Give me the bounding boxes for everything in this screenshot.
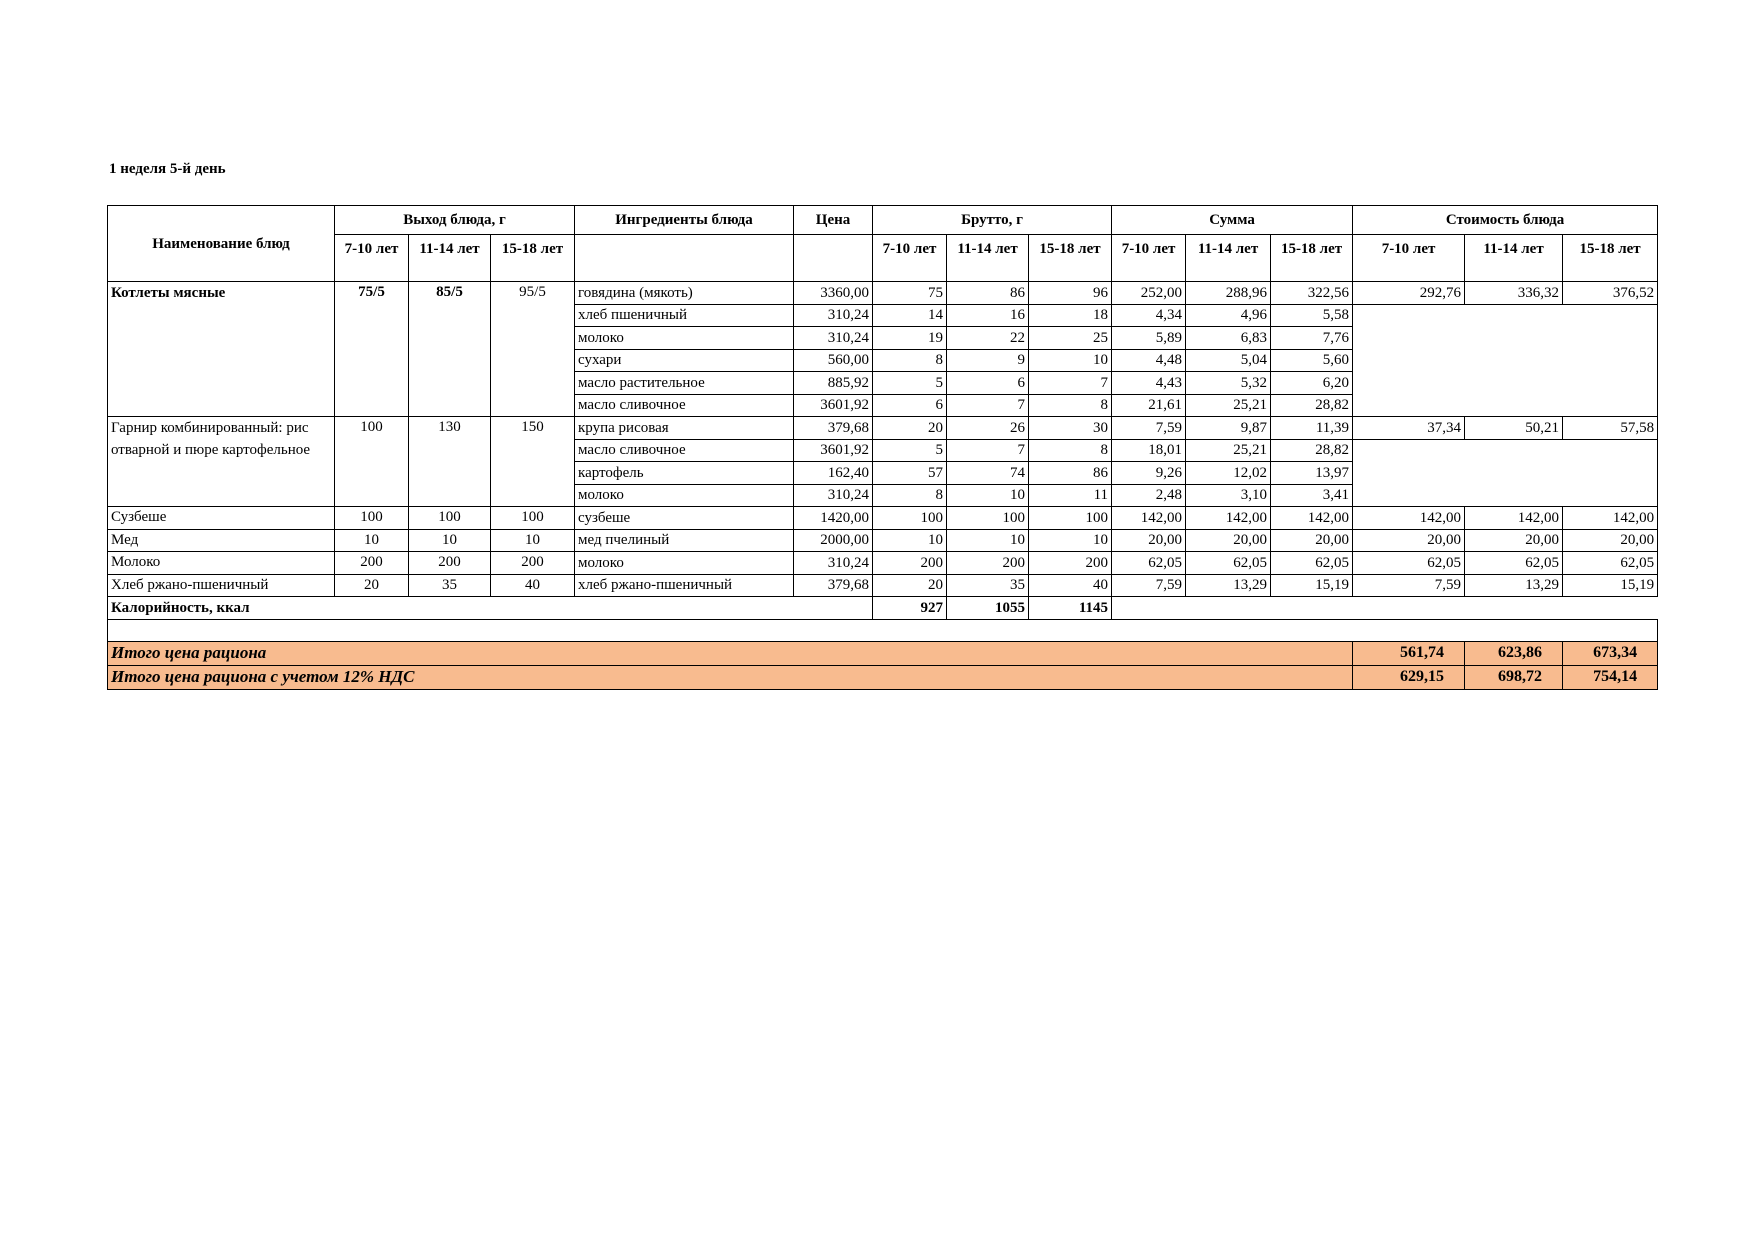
ingredient-brutto: 19: [873, 327, 947, 350]
dish-cost: 142,00: [1353, 507, 1465, 530]
header-dish-name: Наименование блюд: [108, 206, 335, 282]
dish-name: Хлеб ржано-пшеничный: [108, 574, 335, 597]
header-brutto-15-18: 15-18 лет: [1029, 235, 1112, 282]
ingredient-name: мед пчелиный: [575, 529, 794, 552]
ingredient-sum: 28,82: [1271, 394, 1353, 417]
menu-body: [108, 282, 1658, 690]
dish-cost: 13,29: [1465, 574, 1563, 597]
ingredient-name: сухари: [575, 349, 794, 372]
dish-output: 130: [409, 417, 491, 507]
ingredient-brutto: 6: [947, 372, 1029, 395]
dish-output: 100: [409, 507, 491, 530]
ingredient-brutto: 8: [1029, 439, 1112, 462]
ingredient-price: 310,24: [794, 327, 873, 350]
dish-name: Мед: [108, 529, 335, 552]
ingredient-price: 379,68: [794, 417, 873, 440]
ingredient-brutto: 14: [873, 304, 947, 327]
ingredient-name: хлеб пшеничный: [575, 304, 794, 327]
dish-name: Котлеты мясные: [108, 282, 335, 417]
dish-cost: 142,00: [1465, 507, 1563, 530]
dish-name: Молоко: [108, 552, 335, 575]
ingredient-brutto: 75: [873, 282, 947, 305]
ingredient-sum: 288,96: [1186, 282, 1271, 305]
ingredient-brutto: 16: [947, 304, 1029, 327]
page-title: 1 неделя 5-й день: [109, 161, 226, 177]
header-row-2: [108, 235, 1658, 282]
dish-cost-blank: [1353, 304, 1658, 417]
ingredient-brutto: 11: [1029, 484, 1112, 507]
ingredient-price: 310,24: [794, 552, 873, 575]
ingredient-brutto: 5: [873, 372, 947, 395]
ingredient-sum: 9,87: [1186, 417, 1271, 440]
ingredient-sum: 62,05: [1186, 552, 1271, 575]
ingredient-brutto: 18: [1029, 304, 1112, 327]
dish-cost: 37,34: [1353, 417, 1465, 440]
header-brutto: Брутто, г: [873, 206, 1112, 235]
dish-cost: 20,00: [1353, 529, 1465, 552]
ingredient-name: масло растительное: [575, 372, 794, 395]
ingredient-sum: 21,61: [1112, 394, 1186, 417]
dish-output: 10: [491, 529, 575, 552]
ingredient-sum: 6,20: [1271, 372, 1353, 395]
ingredient-name: картофель: [575, 462, 794, 485]
ingredient-brutto: 8: [873, 349, 947, 372]
ingredient-sum: 5,32: [1186, 372, 1271, 395]
dish-cost: 57,58: [1563, 417, 1658, 440]
table-row: [108, 529, 1658, 552]
ingredient-sum: 142,00: [1112, 507, 1186, 530]
ingredient-brutto: 100: [1029, 507, 1112, 530]
ingredient-sum: 7,59: [1112, 574, 1186, 597]
dish-output: 200: [409, 552, 491, 575]
ingredient-price: 3601,92: [794, 394, 873, 417]
ingredient-sum: 3,41: [1271, 484, 1353, 507]
dish-output: 35: [409, 574, 491, 597]
header-brutto-11-14: 11-14 лет: [947, 235, 1029, 282]
header-brutto-7-10: 7-10 лет: [873, 235, 947, 282]
total-value: 561,74: [1353, 641, 1465, 665]
ingredient-brutto: 100: [947, 507, 1029, 530]
ingredient-price: 310,24: [794, 484, 873, 507]
ingredient-brutto: 10: [947, 529, 1029, 552]
calories-label: Калорийность, ккал: [108, 597, 873, 620]
ingredient-name: молоко: [575, 552, 794, 575]
header-output-11-14: 11-14 лет: [409, 235, 491, 282]
dish-cost: 142,00: [1563, 507, 1658, 530]
dish-cost: 7,59: [1353, 574, 1465, 597]
ingredient-sum: 15,19: [1271, 574, 1353, 597]
calories-value: 1055: [947, 597, 1029, 620]
ingredient-brutto: 7: [1029, 372, 1112, 395]
total-row: [108, 665, 1658, 689]
ingredient-sum: 9,26: [1112, 462, 1186, 485]
dish-output: 100: [491, 507, 575, 530]
ingredient-brutto: 200: [1029, 552, 1112, 575]
header-output-15-18: 15-18 лет: [491, 235, 575, 282]
ingredient-sum: 62,05: [1112, 552, 1186, 575]
calories-value: 1145: [1029, 597, 1112, 620]
ingredient-sum: 5,58: [1271, 304, 1353, 327]
ingredient-sum: 4,48: [1112, 349, 1186, 372]
table-row: [108, 417, 1658, 440]
ingredient-price: 3360,00: [794, 282, 873, 305]
dish-cost: 62,05: [1465, 552, 1563, 575]
table-row: [108, 574, 1658, 597]
ingredient-sum: 25,21: [1186, 394, 1271, 417]
total-label: Итого цена рациона с учетом 12% НДС: [108, 665, 1353, 689]
ingredient-price: 162,40: [794, 462, 873, 485]
table-row: [108, 507, 1658, 530]
ingredient-price: 1420,00: [794, 507, 873, 530]
dish-cost: 15,19: [1563, 574, 1658, 597]
ingredient-brutto: 74: [947, 462, 1029, 485]
dish-output: 95/5: [491, 282, 575, 417]
ingredient-brutto: 8: [873, 484, 947, 507]
ingredient-sum: 3,10: [1186, 484, 1271, 507]
ingredient-brutto: 86: [947, 282, 1029, 305]
dish-cost: 336,32: [1465, 282, 1563, 305]
dish-output: 200: [335, 552, 409, 575]
ingredient-sum: 252,00: [1112, 282, 1186, 305]
spacer-cell: [108, 619, 1658, 641]
ingredient-sum: 5,60: [1271, 349, 1353, 372]
ingredient-brutto: 22: [947, 327, 1029, 350]
ingredient-brutto: 200: [873, 552, 947, 575]
header-row-1: [108, 206, 1658, 235]
header-ingredients: Ингредиенты блюда: [575, 206, 794, 235]
dish-cost: 20,00: [1465, 529, 1563, 552]
dish-cost: 50,21: [1465, 417, 1563, 440]
ingredient-sum: 20,00: [1186, 529, 1271, 552]
ingredient-brutto: 35: [947, 574, 1029, 597]
ingredient-sum: 20,00: [1271, 529, 1353, 552]
ingredient-brutto: 9: [947, 349, 1029, 372]
dish-output: 100: [335, 417, 409, 507]
ingredient-price: 885,92: [794, 372, 873, 395]
dish-output: 10: [335, 529, 409, 552]
dish-cost: 292,76: [1353, 282, 1465, 305]
table-row: [108, 552, 1658, 575]
ingredient-brutto: 40: [1029, 574, 1112, 597]
ingredient-brutto: 96: [1029, 282, 1112, 305]
ingredient-sum: 6,83: [1186, 327, 1271, 350]
ingredient-brutto: 10: [873, 529, 947, 552]
header-cost-15-18: 15-18 лет: [1563, 235, 1658, 282]
total-value: 673,34: [1563, 641, 1658, 665]
ingredient-brutto: 20: [873, 574, 947, 597]
header-sum: Сумма: [1112, 206, 1353, 235]
dish-output: 100: [335, 507, 409, 530]
header-sum-11-14: 11-14 лет: [1186, 235, 1271, 282]
ingredient-sum: 13,29: [1186, 574, 1271, 597]
dish-output: 40: [491, 574, 575, 597]
ingredient-brutto: 200: [947, 552, 1029, 575]
ingredient-sum: 4,34: [1112, 304, 1186, 327]
ingredient-name: хлеб ржано-пшеничный: [575, 574, 794, 597]
ingredient-sum: 11,39: [1271, 417, 1353, 440]
header-cost: Стоимость блюда: [1353, 206, 1658, 235]
ingredient-brutto: 10: [947, 484, 1029, 507]
header-output: Выход блюда, г: [335, 206, 575, 235]
ingredient-brutto: 6: [873, 394, 947, 417]
spacer-row: [108, 619, 1658, 641]
ingredient-sum: 142,00: [1271, 507, 1353, 530]
dish-cost-blank: [1353, 439, 1658, 507]
ingredient-sum: 28,82: [1271, 439, 1353, 462]
calories-row: [108, 597, 1658, 620]
header-sum-7-10: 7-10 лет: [1112, 235, 1186, 282]
dish-output: 200: [491, 552, 575, 575]
ingredient-brutto: 57: [873, 462, 947, 485]
ingredient-sum: 20,00: [1112, 529, 1186, 552]
ingredient-sum: 142,00: [1186, 507, 1271, 530]
ingredient-sum: 4,96: [1186, 304, 1271, 327]
total-value: 698,72: [1465, 665, 1563, 689]
calories-blank: [1112, 597, 1658, 620]
total-label: Итого цена рациона: [108, 641, 1353, 665]
total-value: 629,15: [1353, 665, 1465, 689]
dish-cost: 62,05: [1563, 552, 1658, 575]
ingredient-brutto: 10: [1029, 529, 1112, 552]
total-value: 754,14: [1563, 665, 1658, 689]
ingredient-brutto: 30: [1029, 417, 1112, 440]
ingredient-brutto: 100: [873, 507, 947, 530]
dish-name: Гарнир комбинированный: рис отварной и пюре картофельное: [108, 417, 335, 507]
ingredient-name: говядина (мякоть): [575, 282, 794, 305]
ingredient-brutto: 8: [1029, 394, 1112, 417]
ingredient-sum: 13,97: [1271, 462, 1353, 485]
ingredient-name: масло сливочное: [575, 394, 794, 417]
ingredient-price: 2000,00: [794, 529, 873, 552]
dish-output: 20: [335, 574, 409, 597]
dish-cost: 20,00: [1563, 529, 1658, 552]
calories-value: 927: [873, 597, 947, 620]
ingredient-price: 379,68: [794, 574, 873, 597]
ingredient-sum: 7,76: [1271, 327, 1353, 350]
dish-cost: 376,52: [1563, 282, 1658, 305]
dish-name: Сузбеше: [108, 507, 335, 530]
total-row: [108, 641, 1658, 665]
dish-output: 75/5: [335, 282, 409, 417]
dish-cost: 62,05: [1353, 552, 1465, 575]
ingredient-name: крупа рисовая: [575, 417, 794, 440]
ingredient-sum: 62,05: [1271, 552, 1353, 575]
header-cost-11-14: 11-14 лет: [1465, 235, 1563, 282]
ingredient-name: молоко: [575, 484, 794, 507]
dish-output: 10: [409, 529, 491, 552]
header-output-7-10: 7-10 лет: [335, 235, 409, 282]
menu-table: [107, 205, 1658, 690]
ingredient-name: сузбеше: [575, 507, 794, 530]
ingredient-brutto: 7: [947, 394, 1029, 417]
ingredient-name: масло сливочное: [575, 439, 794, 462]
header-sum-15-18: 15-18 лет: [1271, 235, 1353, 282]
ingredient-brutto: 86: [1029, 462, 1112, 485]
ingredient-sum: 322,56: [1271, 282, 1353, 305]
ingredient-sum: 2,48: [1112, 484, 1186, 507]
ingredient-sum: 12,02: [1186, 462, 1271, 485]
ingredient-brutto: 5: [873, 439, 947, 462]
header-ingredients-blank: [575, 235, 794, 282]
dish-output: 150: [491, 417, 575, 507]
ingredient-brutto: 25: [1029, 327, 1112, 350]
ingredient-sum: 5,89: [1112, 327, 1186, 350]
ingredient-sum: 5,04: [1186, 349, 1271, 372]
ingredient-sum: 7,59: [1112, 417, 1186, 440]
ingredient-sum: 4,43: [1112, 372, 1186, 395]
ingredient-brutto: 20: [873, 417, 947, 440]
ingredient-price: 3601,92: [794, 439, 873, 462]
ingredient-name: молоко: [575, 327, 794, 350]
total-value: 623,86: [1465, 641, 1563, 665]
ingredient-brutto: 10: [1029, 349, 1112, 372]
table-row: [108, 282, 1658, 305]
ingredient-sum: 25,21: [1186, 439, 1271, 462]
ingredient-sum: 18,01: [1112, 439, 1186, 462]
ingredient-brutto: 7: [947, 439, 1029, 462]
header-price: Цена: [794, 206, 873, 235]
header-price-blank: [794, 235, 873, 282]
ingredient-price: 310,24: [794, 304, 873, 327]
dish-output: 85/5: [409, 282, 491, 417]
ingredient-brutto: 26: [947, 417, 1029, 440]
ingredient-price: 560,00: [794, 349, 873, 372]
header-cost-7-10: 7-10 лет: [1353, 235, 1465, 282]
